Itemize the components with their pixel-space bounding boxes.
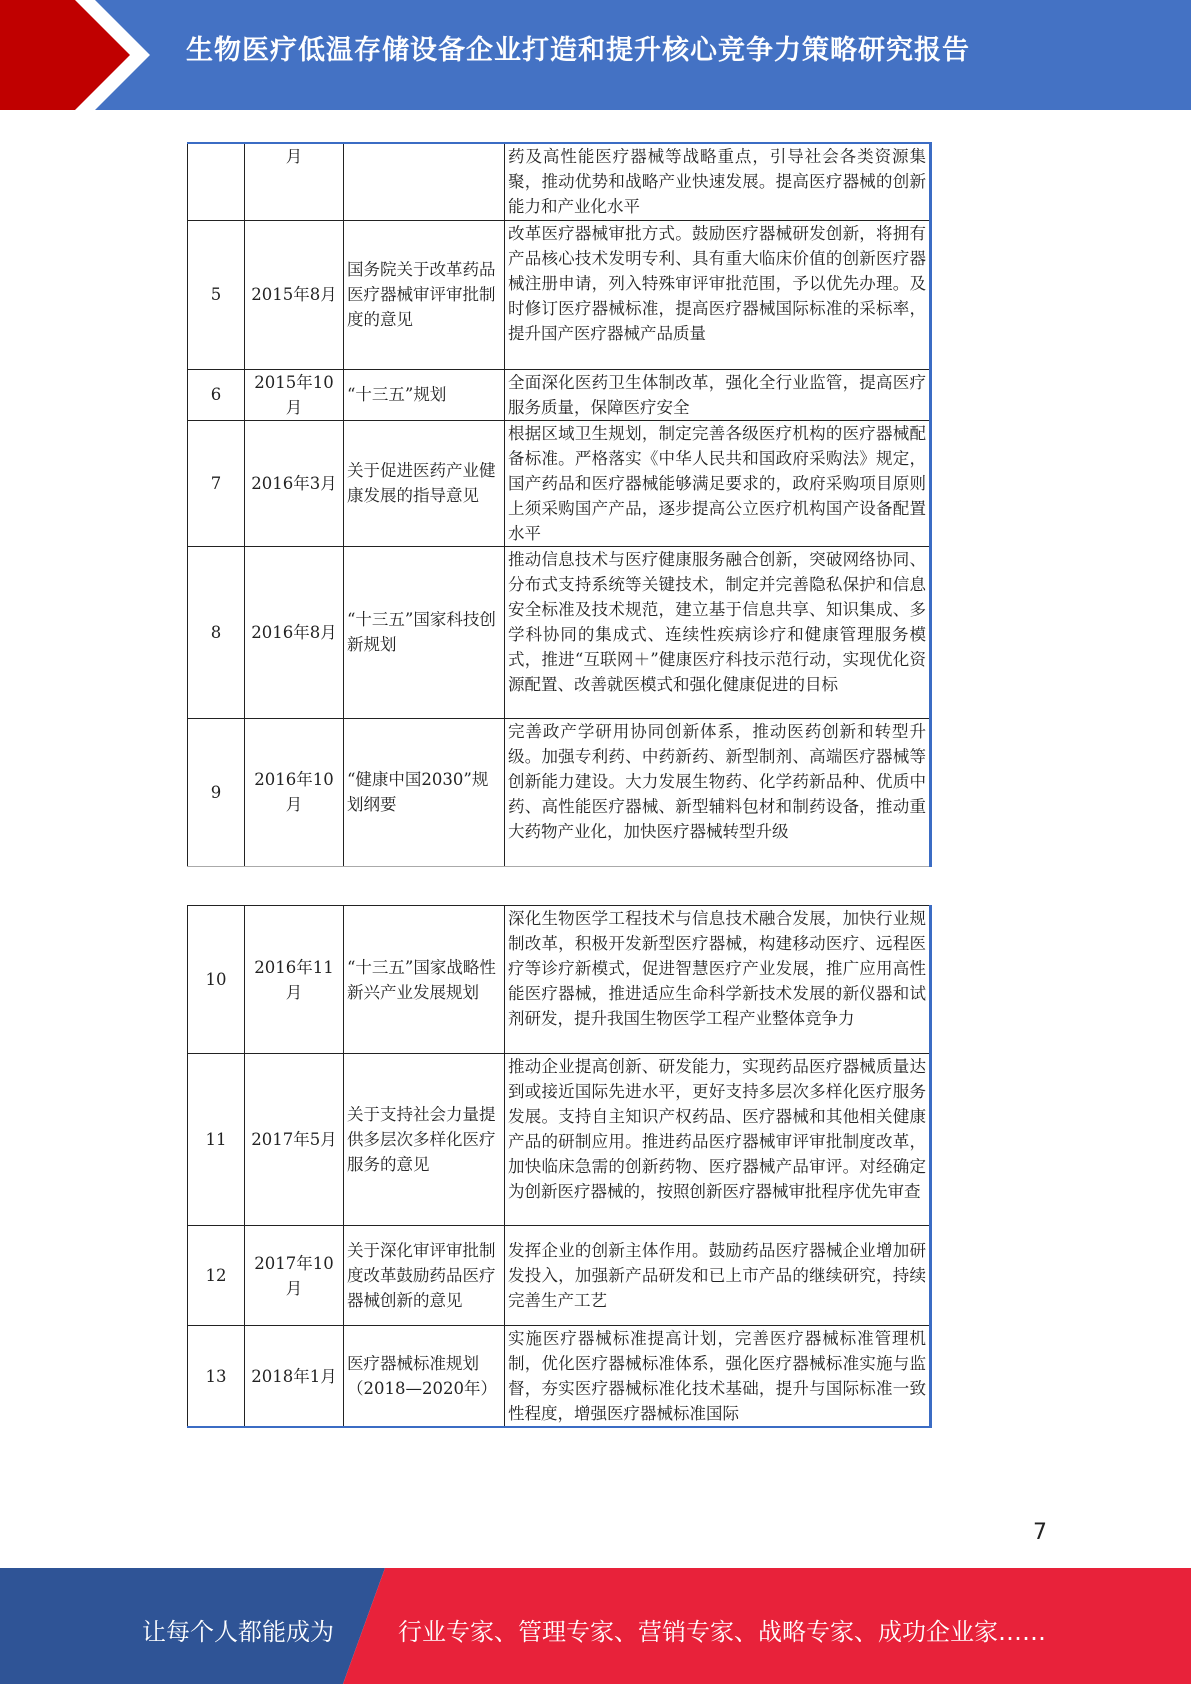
row-date: 2016年10月	[245, 718, 344, 866]
row-policy-name: 关于支持社会力量提供多层次多样化医疗服务的意见	[344, 1054, 505, 1226]
row-date: 2016年3月	[245, 420, 344, 546]
row-date: 2018年1月	[245, 1326, 344, 1428]
row-number: 8	[188, 546, 245, 718]
table-row	[188, 718, 931, 866]
row-date: 月	[245, 143, 344, 220]
page-number: 7	[1033, 1520, 1047, 1545]
table-row	[188, 546, 931, 718]
row-content: 全面深化医药卫生体制改革，强化全行业监管，提高医疗服务质量，保障医疗安全	[505, 369, 931, 420]
row-date: 2015年8月	[245, 220, 344, 369]
row-content: 药及高性能医疗器械等战略重点，引导社会各类资源集聚，推动优势和战略产业快速发展。提高医疗器械的创新能力和产业化水平	[505, 143, 931, 220]
row-policy-name: 关于促进医药产业健康发展的指导意见	[344, 420, 505, 546]
row-date: 2017年10月	[245, 1226, 344, 1326]
row-number: 6	[188, 369, 245, 420]
row-number	[188, 143, 245, 220]
row-policy-name: “十三五”规划	[344, 369, 505, 420]
footer-slogan-left: 让每个人都能成为	[142, 1618, 334, 1646]
header-red-arrow-shape	[0, 0, 150, 110]
row-policy-name: 关于深化审评审批制度改革鼓励药品医疗器械创新的意见	[344, 1226, 505, 1326]
row-date: 2016年11月	[245, 906, 344, 1054]
table-row	[188, 1226, 931, 1326]
row-date: 2015年10月	[245, 369, 344, 420]
row-content: 改革医疗器械审批方式。鼓励医疗器械研发创新，将拥有产品核心技术发明专利、具有重大临床价值的创新医疗器械注册申请，列入特殊审评审批范围，予以优先办理。及时修订医疗器械标准，提高医疗器械国际标准的采标率，提升国产医疗器械产品质量	[505, 220, 931, 369]
row-number: 13	[188, 1326, 245, 1428]
policy-table-part-1	[187, 142, 932, 867]
row-content: 完善政产学研用协同创新体系，推动医药创新和转型升级。加强专利药、中药新药、新型制剂、高端医疗器械等创新能力建设。大力发展生物药、化学药新品种、优质中药、高性能医疗器械、新型辅料包材和制药设备，推动重大药物产业化，加快医疗器械转型升级	[505, 718, 931, 866]
table-row	[188, 1326, 931, 1428]
row-policy-name: 医疗器械标准规划（2018—2020年）	[344, 1326, 505, 1428]
row-number: 9	[188, 718, 245, 866]
row-content: 根据区域卫生规划，制定完善各级医疗机构的医疗器械配备标准。严格落实《中华人民共和国政府采购法》规定，国产药品和医疗器械能够满足要求的，政府采购项目原则上须采购国产产品，逐步提高公立医疗机构国产设备配置水平	[505, 420, 931, 546]
row-date: 2016年8月	[245, 546, 344, 718]
document-title: 生物医疗低温存储设备企业打造和提升核心竞争力策略研究报告	[186, 35, 970, 66]
table-row	[188, 369, 931, 420]
row-content: 实施医疗器械标准提高计划，完善医疗器械标准管理机制，优化医疗器械标准体系，强化医疗器械标准实施与监督，夯实医疗器械标准化技术基础，提升与国际标准一致性程度，增强医疗器械标准国际	[505, 1326, 931, 1428]
table-row	[188, 143, 931, 220]
row-policy-name: 国务院关于改革药品医疗器械审评审批制度的意见	[344, 220, 505, 369]
footer-slogan-right: 行业专家、管理专家、营销专家、战略专家、成功企业家……	[398, 1618, 1046, 1646]
row-content: 发挥企业的创新主体作用。鼓励药品医疗器械企业增加研发投入，加强新产品研发和已上市产品的继续研究，持续完善生产工艺	[505, 1226, 931, 1326]
row-content: 推动企业提高创新、研发能力，实现药品医疗器械质量达到或接近国际先进水平，更好支持多层次多样化医疗服务发展。支持自主知识产权药品、医疗器械和其他相关健康产品的研制应用。推进药品医疗器械审评审批制度改革，加快临床急需的创新药物、医疗器械产品审评。对经确定为创新医疗器械的，按照创新医疗器械审批程序优先审查	[505, 1054, 931, 1226]
row-policy-name	[344, 143, 505, 220]
row-policy-name: “十三五”国家科技创新规划	[344, 546, 505, 718]
row-number: 7	[188, 420, 245, 546]
row-policy-name: “十三五”国家战略性新兴产业发展规划	[344, 906, 505, 1054]
row-policy-name: “健康中国2030”规划纲要	[344, 718, 505, 866]
row-content: 深化生物医学工程技术与信息技术融合发展，加快行业规制改革，积极开发新型医疗器械，构建移动医疗、远程医疗等诊疗新模式，促进智慧医疗产业发展，推广应用高性能医疗器械，推进适应生命科学新技术发展的新仪器和试剂研发，提升我国生物医学工程产业整体竞争力	[505, 906, 931, 1054]
table-row	[188, 906, 931, 1054]
table-row	[188, 420, 931, 546]
table-row	[188, 1054, 931, 1226]
row-number: 10	[188, 906, 245, 1054]
row-number: 11	[188, 1054, 245, 1226]
policy-table-part-2	[187, 905, 932, 1428]
row-date: 2017年5月	[245, 1054, 344, 1226]
row-number: 5	[188, 220, 245, 369]
row-content: 推动信息技术与医疗健康服务融合创新，突破网络协同、分布式支持系统等关键技术，制定并完善隐私保护和信息安全标准及技术规范，建立基于信息共享、知识集成、多学科协同的集成式、连续性疾病诊疗和健康管理服务模式，推进“互联网＋”健康医疗科技示范行动，实现优化资源配置、改善就医模式和强化健康促进的目标	[505, 546, 931, 718]
row-number: 12	[188, 1226, 245, 1326]
table-row	[188, 220, 931, 369]
